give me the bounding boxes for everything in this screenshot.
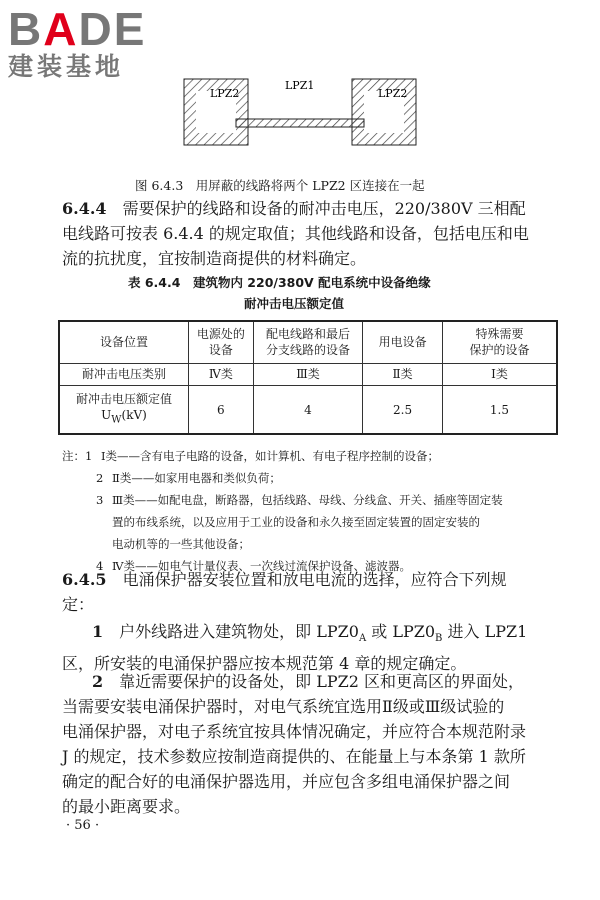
table-cell: Ⅱ类 (363, 363, 443, 386)
table-title-line2: 耐冲击电压额定值 (244, 296, 345, 311)
table-cell: 耐冲击电压类别 (59, 363, 188, 386)
table-header-cell: 用电设备 (363, 321, 443, 363)
table-notes: 注：1 Ⅰ类——含有电子电路的设备，如计算机、有电子程序控制的设备； 2 Ⅱ类——如家用电器和类似负荷； 3 Ⅲ类——如配电盘，断路器，包括线路、母线、分线盒、开关、插座等固定装 置的布线系统，以及应用于工业的设备和永久接至固定装置的固定安装的 电动机等的一些其他设备； 4 Ⅳ类——如电气计量仪表、一次线过流保护设备、滤波器。 (62, 449, 503, 573)
page-number: · 56 · (66, 818, 100, 833)
section-6-4-5: 6.4.5 电涌保护器安装位置和放电电流的选择，应符合下列规 定： (62, 570, 507, 614)
table-row (59, 363, 557, 386)
table-cell: Ⅲ类 (253, 363, 363, 386)
table-cell: Ⅳ类 (188, 363, 253, 386)
logo-accent-letter: A (43, 3, 79, 55)
label-lpz2-left: LPZ2 (210, 87, 240, 100)
table-header-cell: 特殊需要 保护的设备 (442, 321, 557, 363)
figure-caption: 图 6.4.3 用屏蔽的线路将两个 LPZ2 区连接在一起 (135, 178, 425, 193)
logo-wordmark: BADE (8, 3, 147, 55)
table-header-cell: 设备位置 (59, 321, 188, 363)
table-cell: 6 (188, 386, 253, 434)
shielded-line (236, 119, 364, 127)
clause-item-1: 1 户外线路进入建筑物处，即 $LPZ0_A$ 或 $LPZ0_B$ 进入 LPZ1 区，所安装的电涌保护器应按本规范第 4 章的规定确定。 (62, 622, 528, 674)
brand-logo (8, 3, 178, 82)
table-cell: Ⅰ类 (442, 363, 557, 386)
logo-subtitle: 建装基地 (8, 52, 125, 81)
table-header-row (59, 321, 557, 363)
table-cell: 1.5 (442, 386, 557, 434)
clause-item-2: 2 靠近需要保护的设备处，即 LPZ2 区和更高区的界面处， 当需要安装电涌保护器时，对电气系统宜选用Ⅱ级或Ⅲ级试验的 电涌保护器，对电子系统宜按具体情况确定，并应符合本规范附录 J 的规定，技术参数应按制造商提供的、在能量上与本条第 1 款所 确定的配合好的电涌保护器选用，并应包含多组电涌保护器之间 的最小距离要求。 (62, 672, 527, 816)
table-cell: 耐冲击电压额定值 $U_W(kV)$ (59, 386, 188, 434)
figure-shielded-line-diagram (180, 75, 440, 165)
table-header-cell: 配电线路和最后 分支线路的设备 (253, 321, 363, 363)
label-lpz1: LPZ1 (285, 79, 315, 92)
table-title-line1: 表 6.4.4 建筑物内 220/380V 配电系统中设备绝缘 (128, 275, 431, 290)
table-row (59, 386, 557, 434)
section-number: 6.4.4 (62, 199, 107, 218)
insulation-voltage-table (58, 320, 558, 435)
section-number: 6.4.5 (62, 570, 107, 589)
table-header-cell: 电源处的 设备 (188, 321, 253, 363)
section-6-4-4: 6.4.4 需要保护的线路和设备的耐冲击电压，220/380V 三相配 电线路可按表 6.4.4 的规定取值；其他线路和设备，包括电压和电 流的抗扰度，宜按制造商提供的材料确定。 (62, 199, 529, 268)
label-lpz2-right: LPZ2 (378, 87, 408, 100)
table-cell: 4 (253, 386, 363, 434)
table-cell: 2.5 (363, 386, 443, 434)
